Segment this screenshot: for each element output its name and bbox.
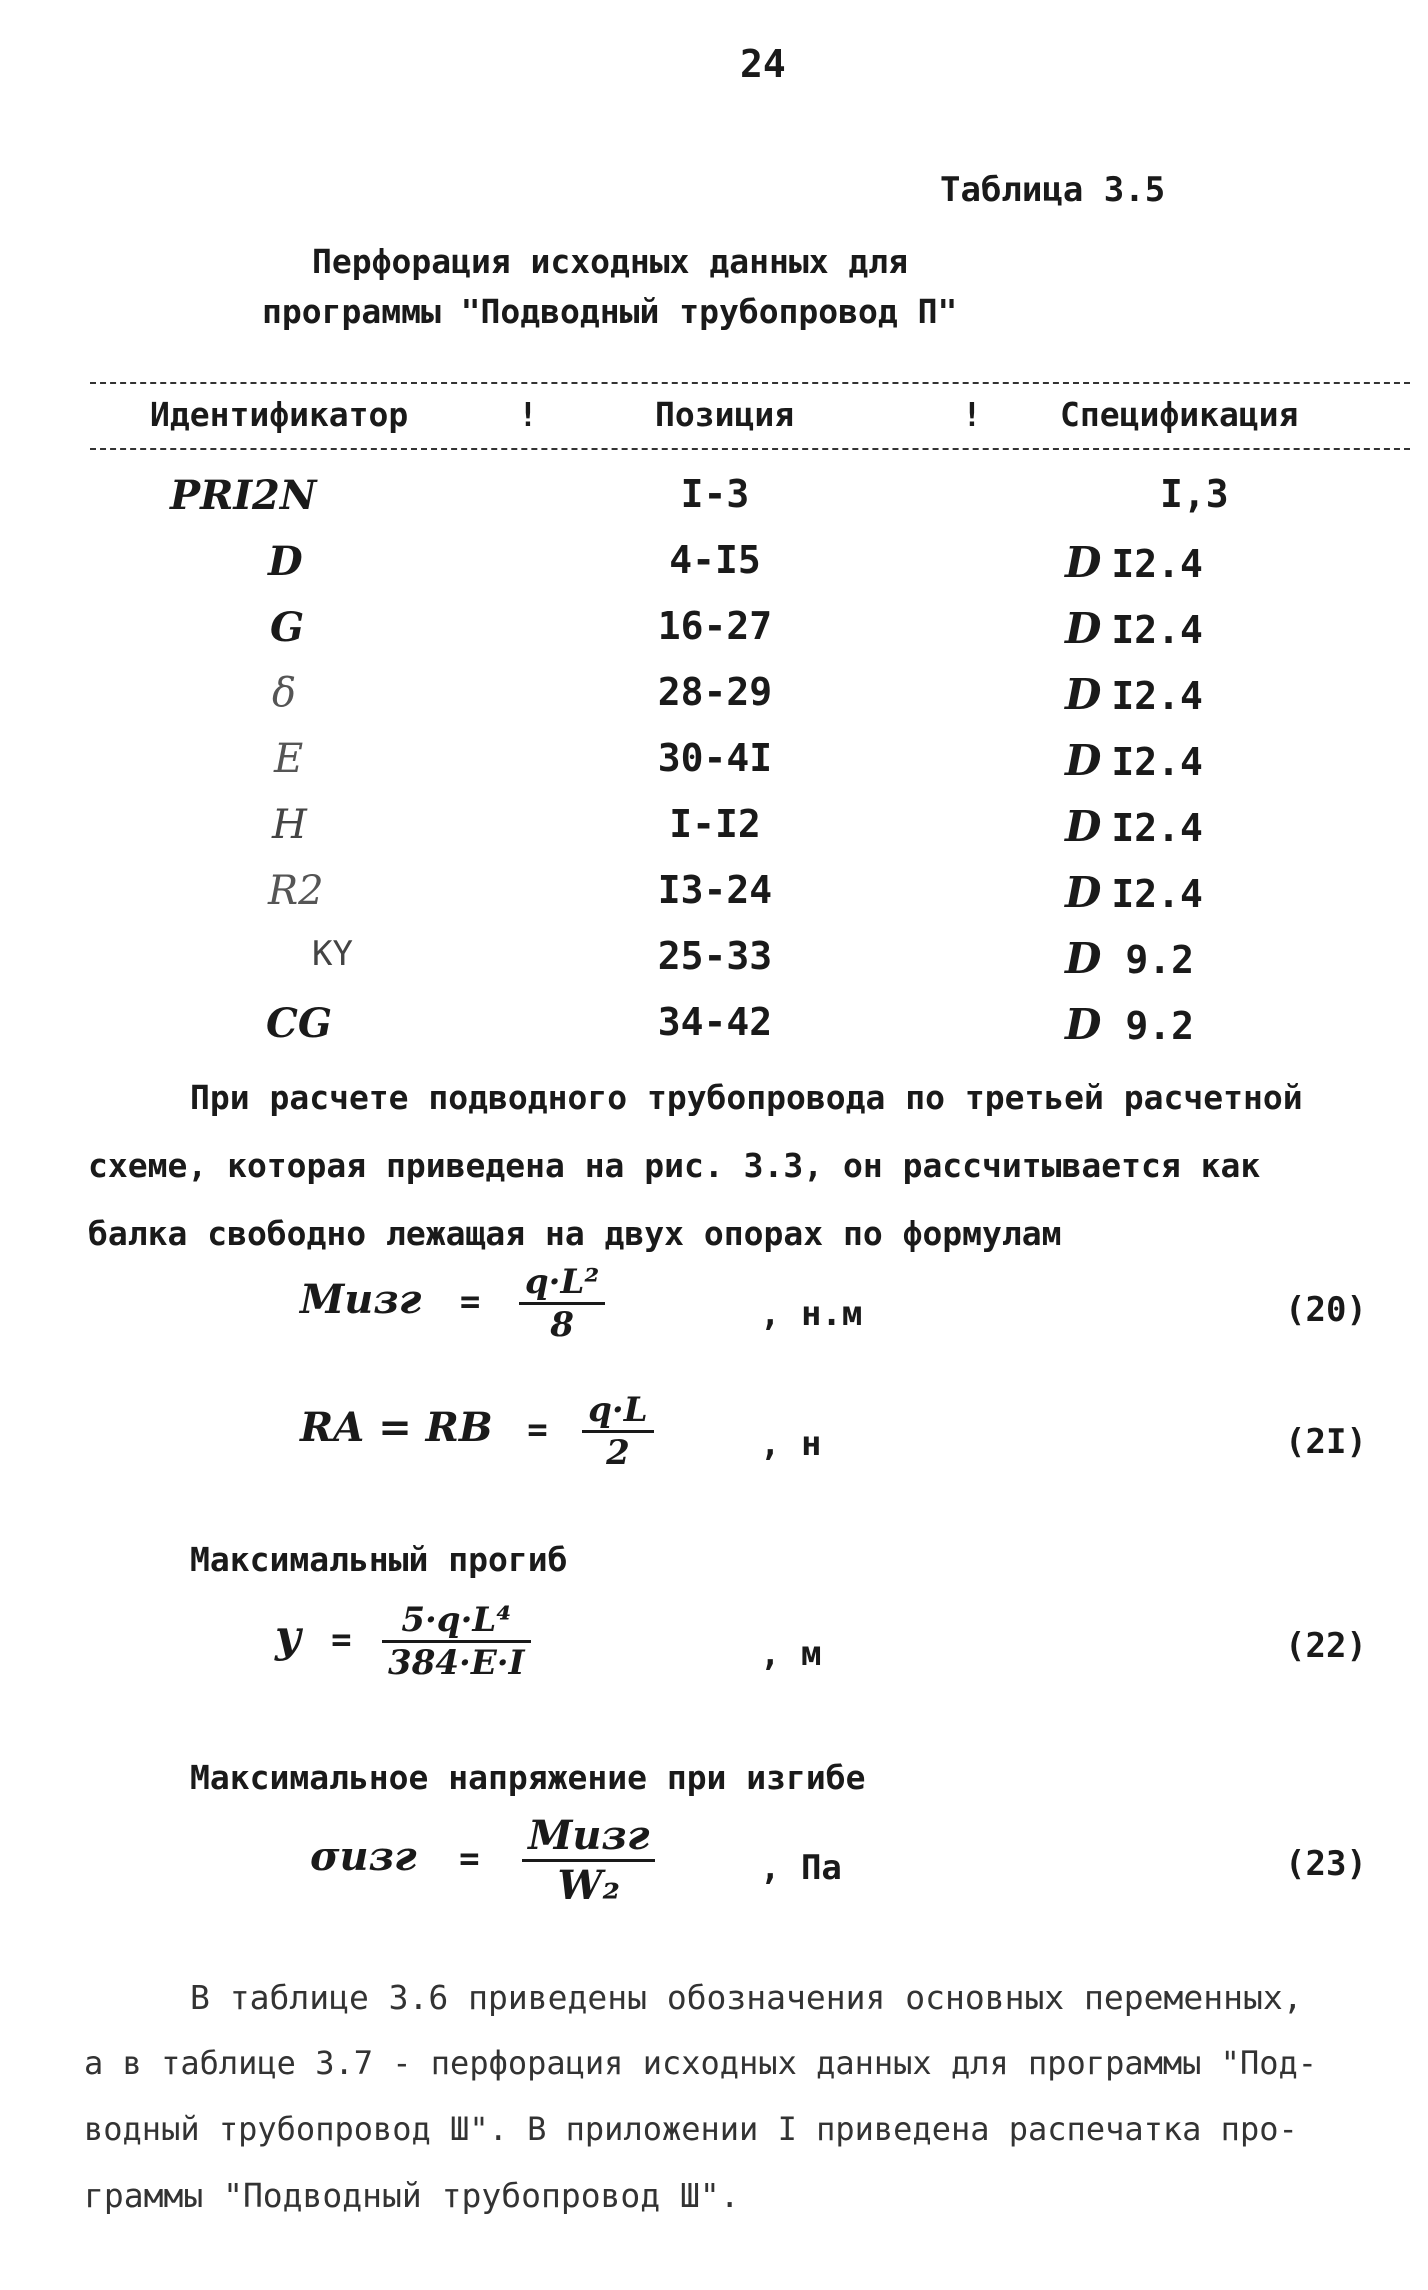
- paragraph1-line2: схеме, которая приведена на рис. 3.3, он рассчитывается как: [88, 1146, 1261, 1185]
- equation-22: [275, 1600, 531, 1683]
- row-position: 16-27: [657, 604, 773, 648]
- paragraph2-line3: водный трубопровод Ш". В приложении I приведена распечатка про-: [84, 2110, 1298, 2148]
- eq22-lhs: y: [275, 1611, 301, 1662]
- row-spec-prefix: D: [1065, 1000, 1102, 1049]
- eq22-denominator: 384·E·I: [388, 1643, 525, 1683]
- row-spec-prefix: D: [1065, 604, 1102, 653]
- table-header-rule: [90, 448, 1410, 450]
- equation-23: [310, 1812, 655, 1909]
- eq20-numerator: q·L²: [519, 1262, 605, 1305]
- row-identifier: R2: [268, 868, 324, 914]
- table-header-sep2: !: [962, 395, 982, 434]
- paragraph2-line1: В таблице 3.6 приведены обозначения основных переменных,: [190, 1978, 1303, 2017]
- eq23-number: (23): [1285, 1844, 1367, 1884]
- row-identifier: H: [272, 802, 307, 848]
- heading-deflection: Максимальный прогиб: [190, 1540, 568, 1579]
- row-spec-value: I2.4: [1111, 806, 1203, 850]
- row-position: 25-33: [657, 934, 773, 978]
- table-header-identifier: Идентификатор: [150, 395, 409, 434]
- row-spec-prefix: D: [1065, 934, 1102, 983]
- row-spec-prefix: D: [1065, 868, 1102, 917]
- eq22-equals: =: [331, 1620, 352, 1660]
- eq21-number: (2I): [1285, 1422, 1367, 1462]
- table-title-line2: программы "Подводный трубопровод П": [262, 292, 958, 331]
- row-specification: [1065, 802, 1235, 851]
- page-number: 24: [740, 42, 786, 86]
- row-specification: [1065, 670, 1235, 719]
- paragraph1-line3: балка свободно лежащая на двух опорах по формулам: [88, 1214, 1062, 1253]
- eq23-unit: , Па: [760, 1848, 842, 1888]
- eq21-equals: =: [527, 1410, 548, 1450]
- eq20-lhs: Mизг: [300, 1276, 422, 1323]
- row-position: 34-42: [657, 1000, 773, 1044]
- eq20-fraction: [519, 1262, 605, 1345]
- row-position: I-3: [680, 472, 750, 516]
- table-row: [0, 472, 1428, 522]
- row-position: 4-I5: [669, 538, 761, 582]
- row-identifier: D: [268, 538, 303, 585]
- eq20-equals: =: [459, 1282, 481, 1322]
- eq22-fraction: [382, 1600, 530, 1683]
- row-position: 30-4I: [657, 736, 773, 780]
- row-specification: [1065, 934, 1235, 983]
- row-spec-prefix: D: [1065, 538, 1102, 587]
- row-spec-prefix: D: [1065, 736, 1102, 785]
- row-identifier: CG: [266, 1000, 332, 1047]
- equation-20: [300, 1262, 605, 1345]
- eq22-number: (22): [1285, 1626, 1367, 1666]
- row-spec-value: 9.2: [1125, 938, 1195, 982]
- table-label: Таблица 3.5: [940, 170, 1166, 210]
- row-identifier: KY: [312, 934, 353, 974]
- table-row: [0, 934, 1428, 984]
- table-row: [0, 802, 1428, 852]
- table-row: [0, 868, 1428, 918]
- table-header-sep1: !: [518, 395, 538, 434]
- row-spec-prefix: D: [1065, 802, 1102, 851]
- row-position: I3-24: [657, 868, 773, 912]
- eq21-lhs: RA = RB: [300, 1404, 493, 1451]
- eq21-fraction: [582, 1390, 654, 1473]
- eq22-unit: , м: [760, 1634, 822, 1674]
- paragraph2-line4: граммы "Подводный трубопровод Ш".: [84, 2176, 740, 2215]
- table-header-specification: Спецификация: [1060, 395, 1299, 434]
- table-row: [0, 1000, 1428, 1050]
- row-identifier: G: [270, 604, 305, 651]
- row-specification: [1065, 736, 1235, 785]
- row-specification: [1065, 868, 1235, 917]
- row-specification: [1160, 472, 1330, 516]
- row-specification: [1065, 604, 1235, 653]
- row-spec-value: I2.4: [1111, 740, 1203, 784]
- eq21-denominator: 2: [606, 1433, 630, 1473]
- row-position: 28-29: [657, 670, 773, 714]
- row-specification: [1065, 538, 1235, 587]
- eq23-equals: =: [459, 1839, 480, 1879]
- row-position: I-I2: [669, 802, 761, 846]
- paragraph2-line2: а в таблице 3.7 - перфорация исходных данных для программы "Под-: [84, 2044, 1317, 2082]
- eq20-unit: , н.м: [760, 1294, 863, 1334]
- table-title-line1: Перфорация исходных данных для: [312, 242, 909, 281]
- row-spec-value: I2.4: [1111, 542, 1203, 586]
- equation-21: [300, 1390, 654, 1473]
- row-identifier: δ: [272, 670, 297, 716]
- row-spec-value: I2.4: [1111, 608, 1203, 652]
- table-row: [0, 670, 1428, 720]
- eq20-denominator: 8: [550, 1305, 574, 1345]
- eq22-numerator: 5·q·L⁴: [382, 1600, 530, 1643]
- eq23-fraction: [522, 1812, 655, 1909]
- eq23-numerator: Mизг: [522, 1812, 655, 1862]
- paragraph1-line1: При расчете подводного трубопровода по третьей расчетной: [190, 1078, 1303, 1117]
- row-spec-value: 9.2: [1125, 1004, 1195, 1048]
- eq23-lhs: σизг: [310, 1833, 417, 1880]
- table-top-rule: [90, 382, 1410, 384]
- row-identifier: E: [274, 736, 304, 782]
- row-spec-value: I2.4: [1111, 872, 1203, 916]
- eq21-unit: , н: [760, 1424, 822, 1464]
- table-row: [0, 736, 1428, 786]
- row-spec-value: I,3: [1160, 472, 1229, 516]
- table-row: [0, 538, 1428, 588]
- eq23-denominator: W₂: [557, 1862, 620, 1909]
- row-spec-prefix: D: [1065, 670, 1102, 719]
- row-specification: [1065, 1000, 1235, 1049]
- row-spec-value: I2.4: [1111, 674, 1203, 718]
- heading-stress: Максимальное напряжение при изгибе: [190, 1758, 866, 1797]
- eq21-numerator: q·L: [582, 1390, 654, 1433]
- table-header-position: Позиция: [655, 395, 795, 434]
- row-identifier: PRI2N: [170, 472, 317, 519]
- table-row: [0, 604, 1428, 654]
- eq20-number: (20): [1285, 1290, 1367, 1330]
